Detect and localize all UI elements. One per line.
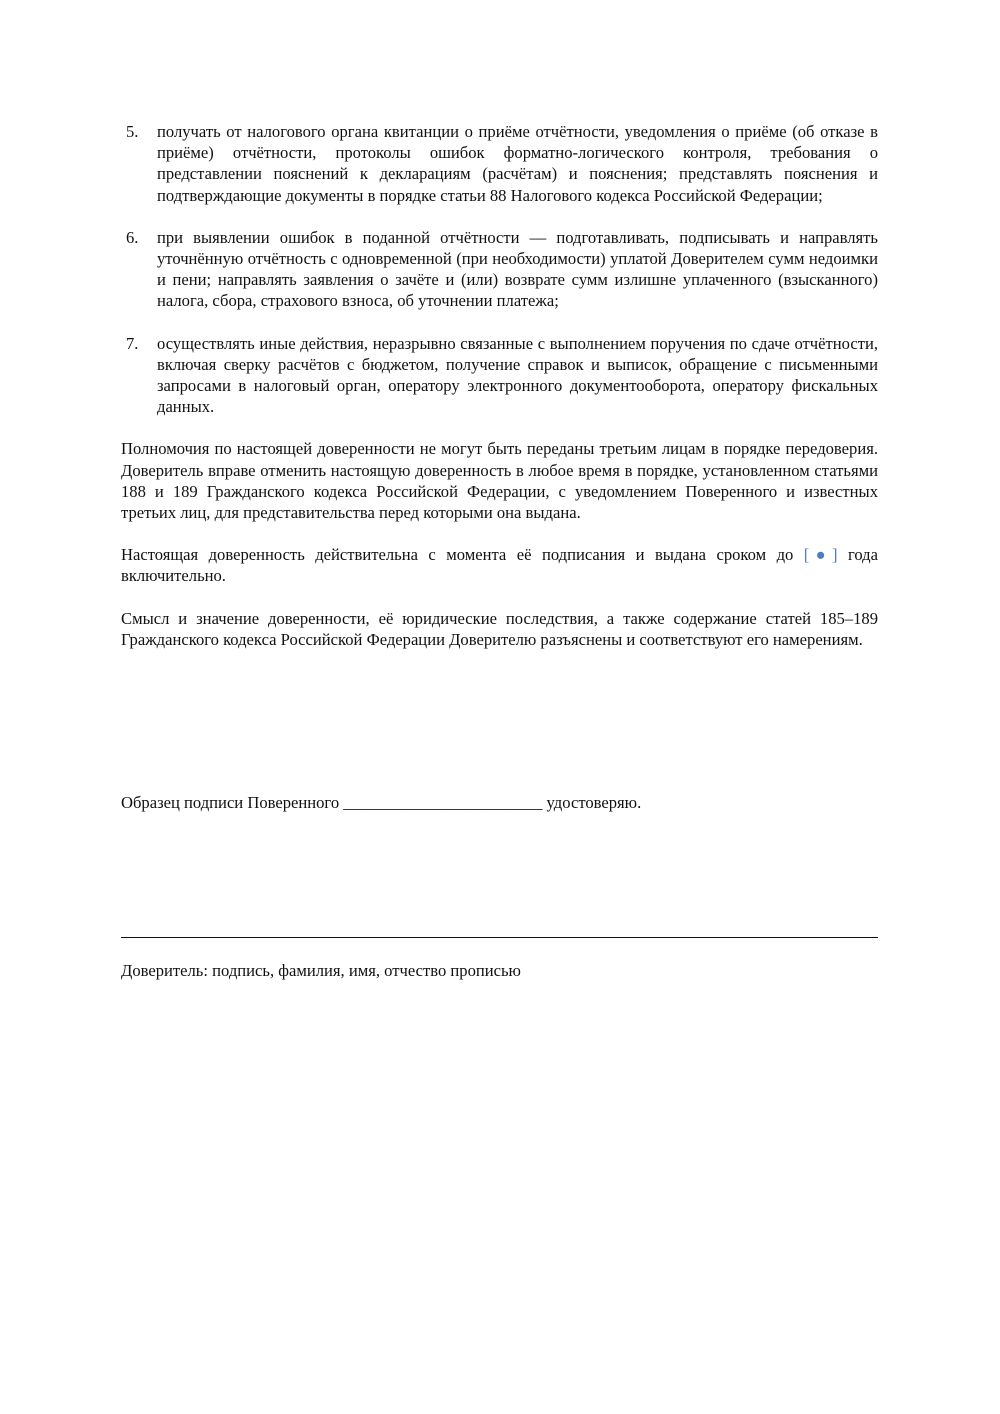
list-item <box>121 121 878 206</box>
explanation-paragraph: Смысл и значение доверенности, её юридические последствия, а также содержание статей 185–189 Гражданского кодекса Российской Федерации Доверителю разъяснены и соответствуют его намерениям. <box>121 608 878 649</box>
list-item <box>121 227 878 312</box>
validity-text-start: Настоящая доверенность действительна с момента её подписания и выдана сроком до <box>121 545 804 565</box>
validity-text-end: года включительно. <box>121 545 878 586</box>
principal-signature-caption: Доверитель: подпись, фамилия, имя, отчество прописью <box>121 961 521 980</box>
list-item-text: при выявлении ошибок в поданной отчётности — подготавливать, подписывать и направлять уточнённую отчётность с одновременной (при необходимости) уплатой Доверителем сумм недоимки и пени; направлять заявления о зачёте и (или) возврате сумм излишне уплаченного (взысканного) налога, сбора, страхового взноса, об уточнении платежа; <box>157 227 878 311</box>
list-item-number: 5. <box>126 122 139 141</box>
document-body <box>121 121 878 671</box>
list-item-number: 6. <box>126 227 139 247</box>
redelegation-paragraph: Полномочия по настоящей доверенности не могут быть переданы третьим лицам в порядке передоверия. Доверитель вправе отменить настоящую доверенность в любое время в порядке, установленном статьями 188 и 189 Гражданского кодекса Российской Федерации, с уведомлением Поверенного и известных третьих лиц, для представительства перед которыми она выдана. <box>121 439 878 523</box>
list-item-text: осуществлять иные действия, неразрывно связанные с выполнением поручения по сдаче отчётности, включая сверку расчётов с бюджетом, получение справок и выписок, обращение с письменными запросами в налоговый орган, оператору электронного документооборота, оператору фискальных данных. <box>157 333 878 417</box>
list-item <box>121 333 878 418</box>
principal-signature-line <box>121 937 878 938</box>
list-item-number: 7. <box>126 333 139 353</box>
list-item-text: получать от налогового органа квитанции о приёме отчётности, уведомления о приёме (об отказе в приёме) отчётности, протоколы ошибок форматно-логического контроля, требования о представлении пояснений к декларациям (расчётам) и пояснения; представлять пояснения и подтверждающие документы в порядке статьи 88 Налогового кодекса Российской Федерации; <box>157 122 878 205</box>
validity-paragraph <box>121 544 878 586</box>
attorney-signature-sample: Образец подписи Поверенного ________________________ удостоверяю. <box>121 793 642 812</box>
date-placeholder: [●] <box>803 545 838 565</box>
